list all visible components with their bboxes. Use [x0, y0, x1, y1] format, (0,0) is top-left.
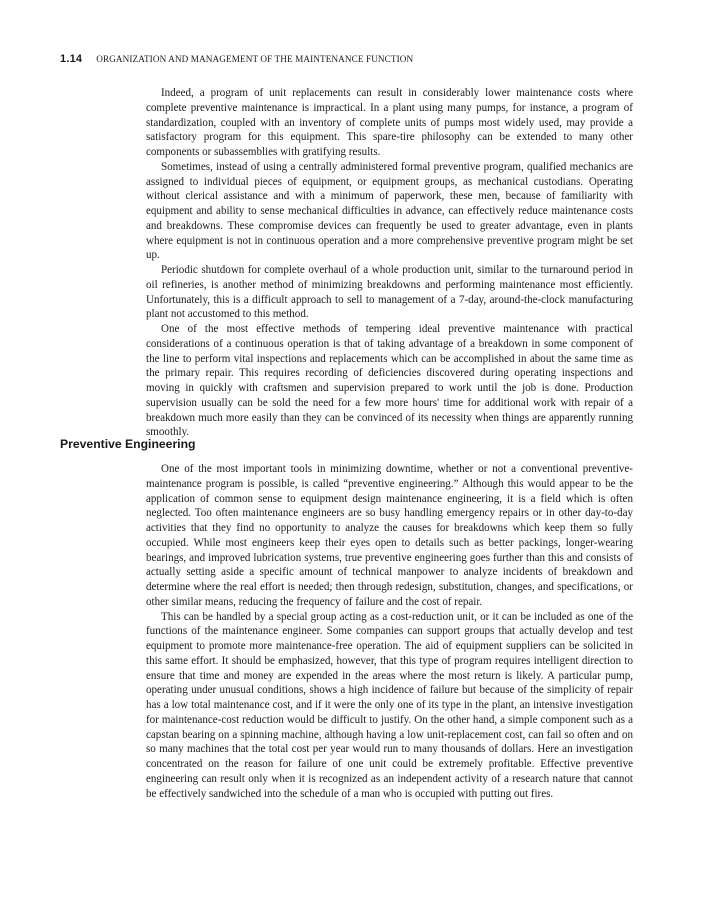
paragraph: Indeed, a program of unit replacements can result in considerably lower maintenance costs where complete preventive maintenance is impractical. In a plant using many pumps, for instance, a program of standardization, coupled with an inventory of complete units of pumps most widely used, may provide a satisfactory program for this equipment. This spare-tire philosophy can be extended to many other components or subassemblies with gratifying results.	[146, 87, 633, 158]
paragraph: Periodic shutdown for complete overhaul of a whole production unit, similar to the turnaround period in oil refineries, is another method of minimizing breakdowns and performing maintenance most efficiently. Unfortunately, this is a difficult approach to sell to management of a 7-day, around-the-clock manufacturing plant not accustomed to this method.	[146, 264, 633, 321]
paragraph: One of the most important tools in minimizing downtime, whether or not a conventional preventive-maintenance program is possible, is called “preventive engineering.” Although this would appear to be the application of common sense to equipment design maintenance engineering, it is a field which is often neglected. Too often maintenance engineers are so busy handling emergency repairs or in other day-to-day activities that they find no opportunity to analyze the causes for breakdowns which keep them so fully occupied. While most engineers keep their eyes open to details such as better packings, longer-wearing bearings, and improved lubrication systems, true preventive engineering goes further than this and consists of actually setting aside a specific amount of technical manpower to analyze incidents of breakdown and determine where the real effort is needed; then through redesign, substitution, changes, and specifications, or other similar means, reducing the frequency of failure and the cost of repair.	[146, 463, 633, 608]
running-title: ORGANIZATION AND MANAGEMENT OF THE MAINTENANCE FUNCTION	[96, 54, 414, 64]
section-heading: Preventive Engineering	[60, 437, 196, 451]
page-number: 1.14	[60, 53, 83, 65]
intro-text-block	[146, 86, 633, 440]
paragraph: This can be handled by a special group acting as a cost-reduction unit, or it can be included as one of the functions of the maintenance engineer. Some companies can support groups that actually develop and test equipment to promote more maintenance-free operation. The aid of equipment suppliers can be solicited in this same effort. It should be emphasized, however, that this type of program requires intelligent direction to ensure that time and money are expended in the areas where the most return is likely. A particular pump, operating under unusual conditions, shows a high incidence of failure but because of the simplicity of repair has a low total maintenance cost, and if it were the only one of its type in the plant, an intensive investigation for maintenance-cost reduction would be difficult to justify. On the other hand, a simple component such as a capstan bearing on a spinning machine, although having a low unit-replacement cost, can fail so often and on so many machines that the total cost per year would run to many thousands of dollars. Here an investigation concentrated on the reason for failure of one unit could be extremely profitable. Effective preventive engineering can result only when it is recognized as an independent activity of a research nature that cannot be effectively sandwiched into the schedule of a man who is occupied with putting out fires.	[146, 610, 633, 800]
paragraph: One of the most effective methods of tempering ideal preventive maintenance with practical considerations of a continuous operation is that of taking advantage of a breakdown in some component of the line to perform vital inspections and replacements which can be accomplished in about the same time as the primary repair. This requires recording of deficiencies discovered during operating inspections and moving in quickly with craftsmen and supervision prepared to work until the job is done. Production supervision usually can be sold the need for a few more hours' time for additional work with repair of a breakdown much more easily than they can be convinced of its necessity when things are apparently running smoothly.	[146, 323, 633, 439]
paragraph: Sometimes, instead of using a centrally administered formal preventive program, qualified mechanics are assigned to individual pieces of equipment, or equipment groups, as mechanical custodians. Operating without clerical assistance and with a minimum of paperwork, these men, because of familiarity with equipment and ability to sense mechanical difficulties in advance, can effectively reduce maintenance costs and breakdowns. These compromise devices can frequently be used to greater advantage, even in plants where equipment is not in continuous operation and a more comprehensive preventive program might be set up.	[146, 160, 633, 262]
running-header	[60, 53, 660, 69]
preventive-engineering-text-block	[146, 462, 633, 801]
